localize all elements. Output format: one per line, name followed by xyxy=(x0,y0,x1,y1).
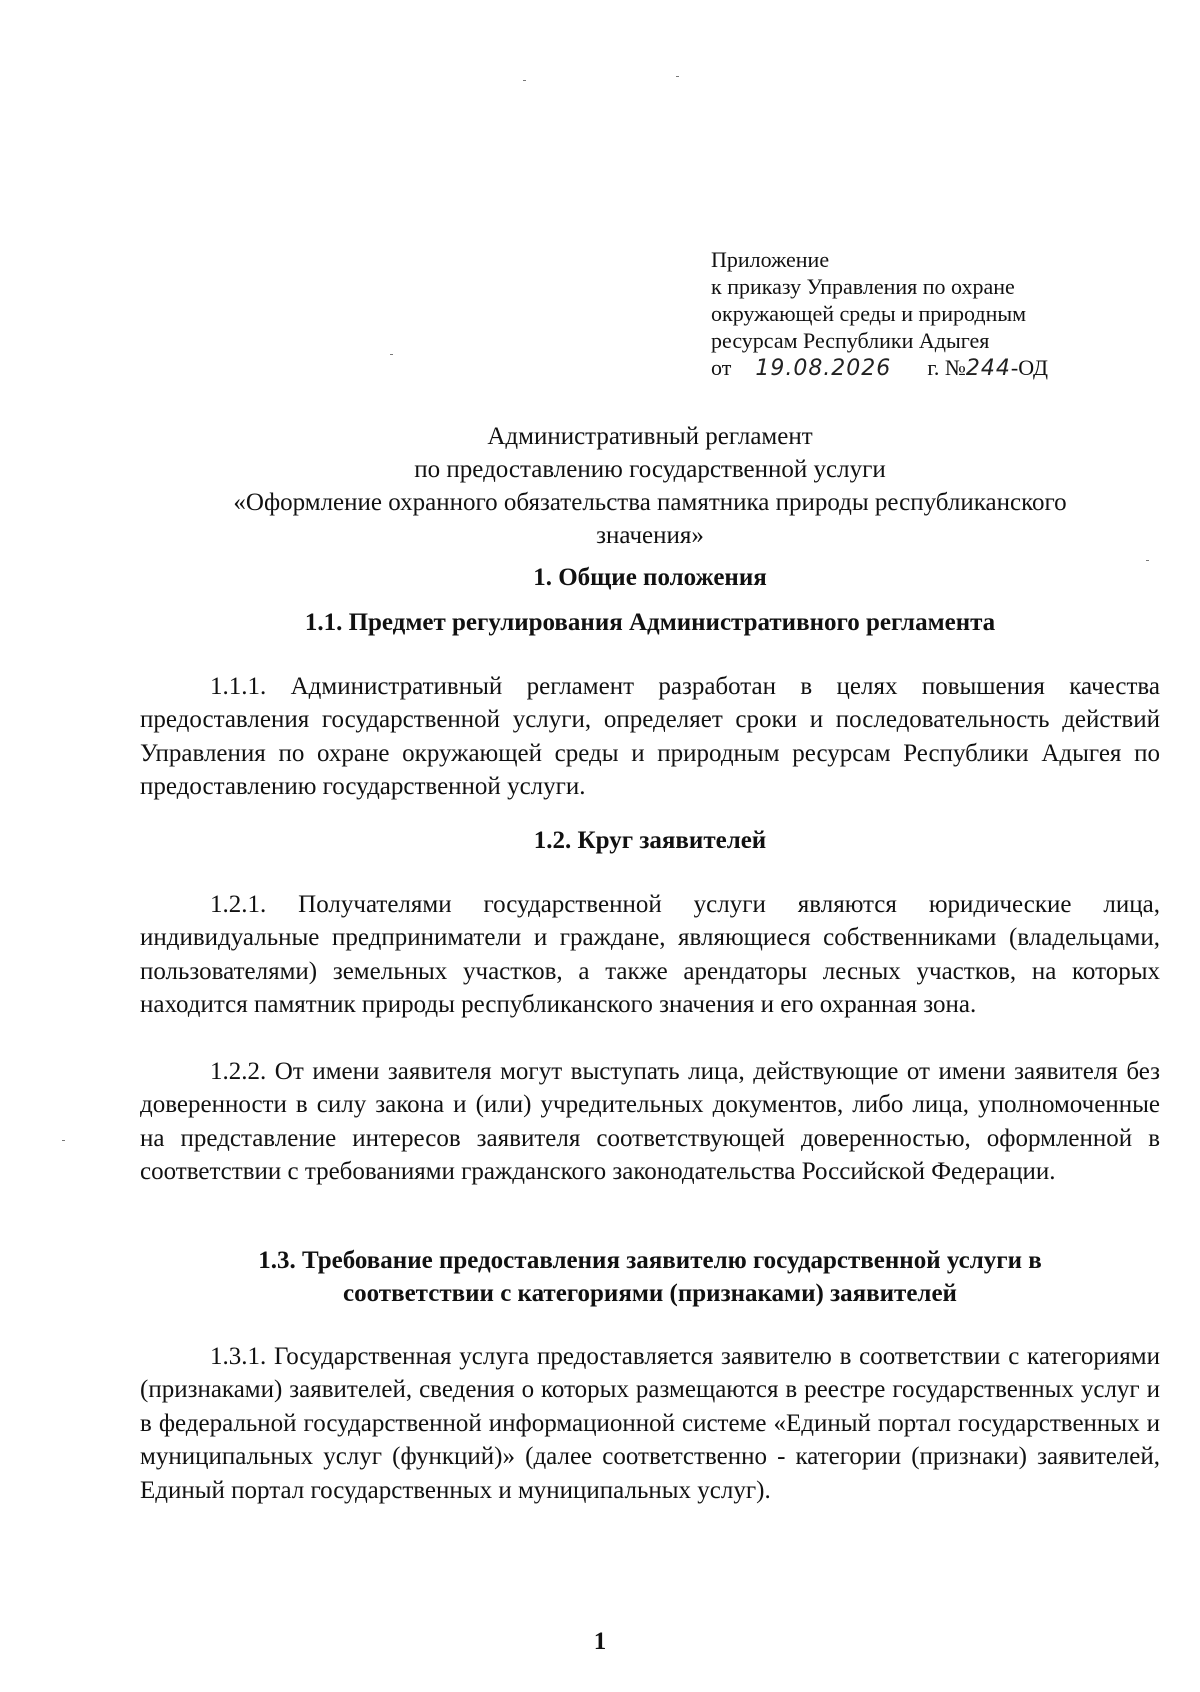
scan-speck xyxy=(523,80,526,81)
handwritten-date: 19.08.2026 xyxy=(755,356,892,381)
scan-speck xyxy=(1146,560,1149,561)
appendix-block xyxy=(711,246,1048,382)
heading-line: соответствии с категориями (признаками) заявителей xyxy=(343,1280,957,1307)
year-number-prefix: г. № xyxy=(927,355,966,380)
appendix-line: окружающей среды и природным xyxy=(711,301,1027,326)
appendix-line: ресурсам Республики Адыгея xyxy=(711,328,990,353)
paragraph-1-3-1: 1.3.1. Государственная услуга предоставляется заявителю в соответствии с категориями (признаками) заявителей, сведения о которых размещаются в реестре государственных услуг и в федеральной государственной информационной системе «Единый портал государственных и муниципальных услуг (функций)» (далее соответственно - категории (признаки) заявителей, Единый портал государственных и муниципальных услуг). xyxy=(140,1343,1160,1504)
order-date-number-line xyxy=(711,354,1048,382)
title-line: по предоставлению государственной услуги xyxy=(414,456,886,483)
subsection-heading-1-2: 1.2. Круг заявителей xyxy=(533,827,767,854)
heading-line: 1.3. Требование предоставления заявителю государственной услуги в xyxy=(258,1247,1042,1274)
subsection-heading-1-1: 1.1. Предмет регулирования Административного регламента xyxy=(304,609,996,636)
title-line: значения» xyxy=(596,522,704,549)
scan-speck xyxy=(62,1140,65,1141)
paragraph-1-2-2: 1.2.2. От имени заявителя могут выступать лица, действующие от имени заявителя без доверенности в силу закона и (или) учредительных документов, либо лица, уполномоченные на представление интересов заявителя соответствующей доверенностью, оформленной в соответствии с требованиями гражданского законодательства Российской Федерации. xyxy=(140,1058,1160,1186)
scan-speck xyxy=(676,76,679,77)
page-number: 1 xyxy=(593,1628,607,1655)
scan-speck xyxy=(390,354,393,355)
title-line: «Оформление охранного обязательства памятника природы республиканского xyxy=(233,489,1067,516)
subsection-heading-1-3 xyxy=(140,1244,1160,1310)
from-prefix: от xyxy=(711,355,732,380)
handwritten-order-number: 244 xyxy=(965,356,1011,381)
document-title xyxy=(140,420,1160,552)
section-heading-general-provisions: 1. Общие положения xyxy=(533,564,767,591)
appendix-line: к приказу Управления по охране xyxy=(711,274,1015,299)
order-number-suffix: -ОД xyxy=(1010,355,1048,380)
title-line: Административный регламент xyxy=(487,423,813,450)
paragraph-1-2-1: 1.2.1. Получателями государственной услуги являются юридические лица, индивидуальные предприниматели и граждане, являющиеся собственниками (владельцами, пользователями) земельных участков, а также арендаторы лесных участков, на которых находится памятник природы республиканского значения и его охранная зона. xyxy=(140,891,1160,1019)
appendix-line: Приложение xyxy=(711,247,830,272)
paragraph-1-1-1: 1.1.1. Административный регламент разработан в целях повышения качества предоставления государственной услуги, определяет сроки и последовательность действий Управления по охране окружающей среды и природным ресурсам Республики Адыгея по предоставлению государственной услуги. xyxy=(140,673,1160,801)
